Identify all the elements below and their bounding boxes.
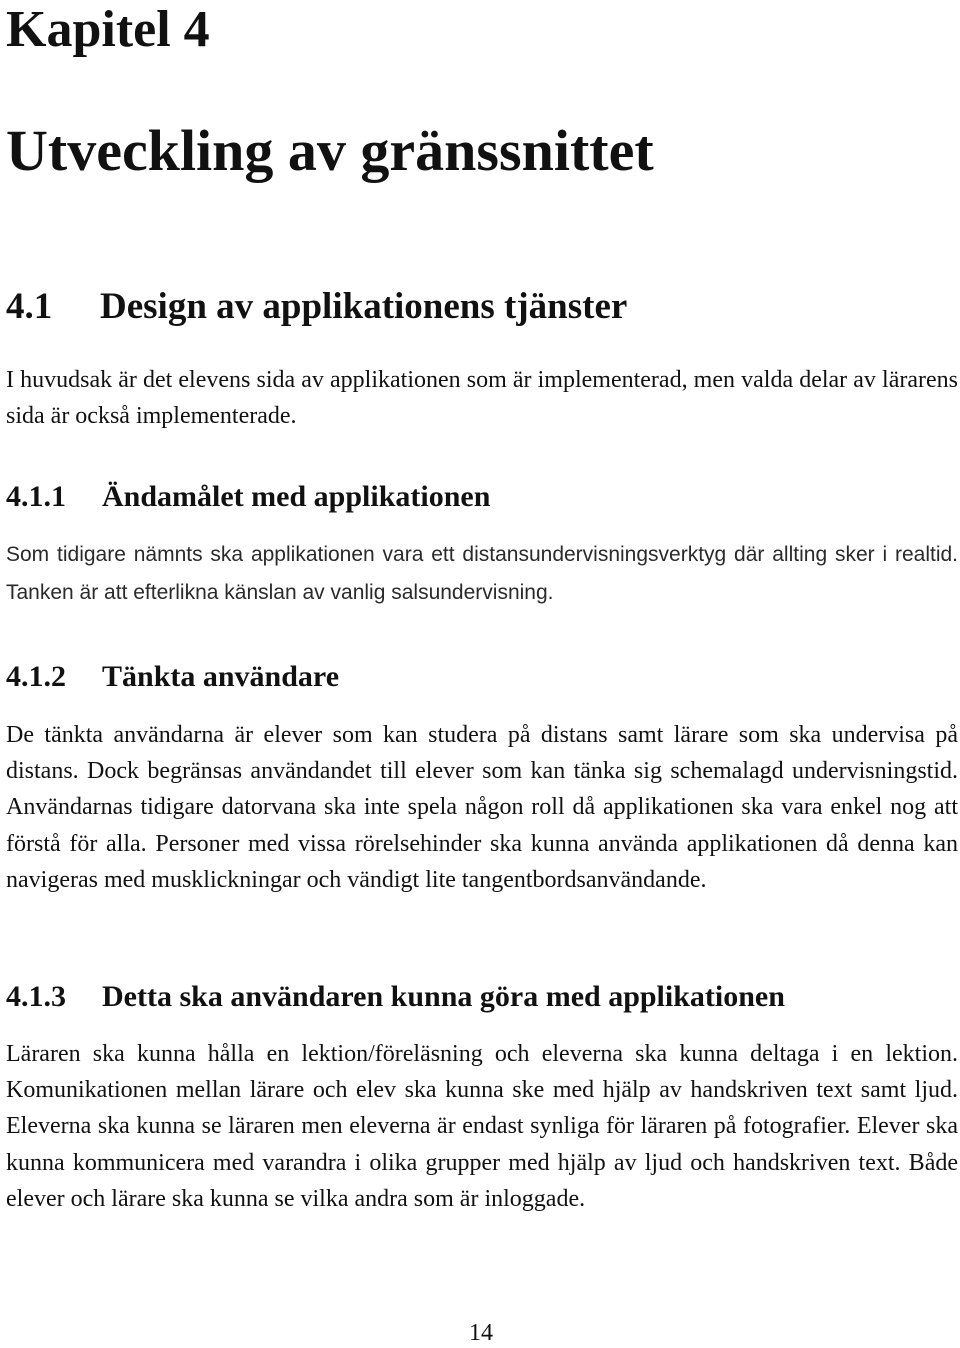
subsection-title: Detta ska användaren kunna göra med applikationen <box>102 980 785 1013</box>
page-number: 14 <box>469 1320 493 1346</box>
subsection-number: 4.1.1 <box>6 480 66 513</box>
chapter-label: Kapitel 4 <box>6 1 210 58</box>
subsection-paragraph: Som tidigare nämnts ska applikationen vara ett distansundervisningsverktyg där allting sker i realtid. Tanken är att efterlikna känslan av vanlig salsundervisning. <box>6 543 958 604</box>
section-heading <box>6 286 627 328</box>
subsection-title: Tänkta användare <box>102 660 340 693</box>
document-page <box>6 0 956 1348</box>
subsection-title: Ändamålet med applikationen <box>102 480 491 513</box>
section-number: 4.1 <box>6 286 53 327</box>
subsection-heading <box>6 660 339 694</box>
subsection-paragraph: De tänkta användarna är elever som kan studera på distans samt lärare som ska undervisa på distans. Dock begränsas användandet till elever som kan tänka sig schemalagd undervisningstid. Användarnas tidigare datorvana ska inte spela någon roll då applikationen ska vara enkel nog att förstå för alla. Personer med vissa rörelsehinder ska kunna använda applikationen då denna kan navigeras med musklickningar och vändigt lite tangentbordsanvändande. <box>6 722 958 893</box>
subsection-paragraph: Läraren ska kunna hålla en lektion/föreläsning och eleverna ska kunna deltaga i en lektion. Komunikationen mellan lärare och elev ska kunna ske med hjälp av handskriven text samt ljud. Eleverna ska kunna se läraren men eleverna är endast synliga för läraren på fotografier. Elever ska kunna kommunicera med varandra i olika grupper med hjälp av ljud och handskriven text. Både elever och lärare ska kunna se vilka andra som är inloggade. <box>6 1041 958 1212</box>
subsection-number: 4.1.3 <box>6 980 66 1013</box>
subsection-heading <box>6 980 785 1014</box>
section-intro-paragraph: I huvudsak är det elevens sida av applikationen som är implementerad, men valda delar av lärarens sida är också implementerade. <box>6 367 958 430</box>
subsection-number: 4.1.2 <box>6 660 66 693</box>
section-title: Design av applikationens tjänster <box>100 286 628 327</box>
chapter-title: Utveckling av gränssnittet <box>6 118 654 183</box>
subsection-heading <box>6 480 490 514</box>
